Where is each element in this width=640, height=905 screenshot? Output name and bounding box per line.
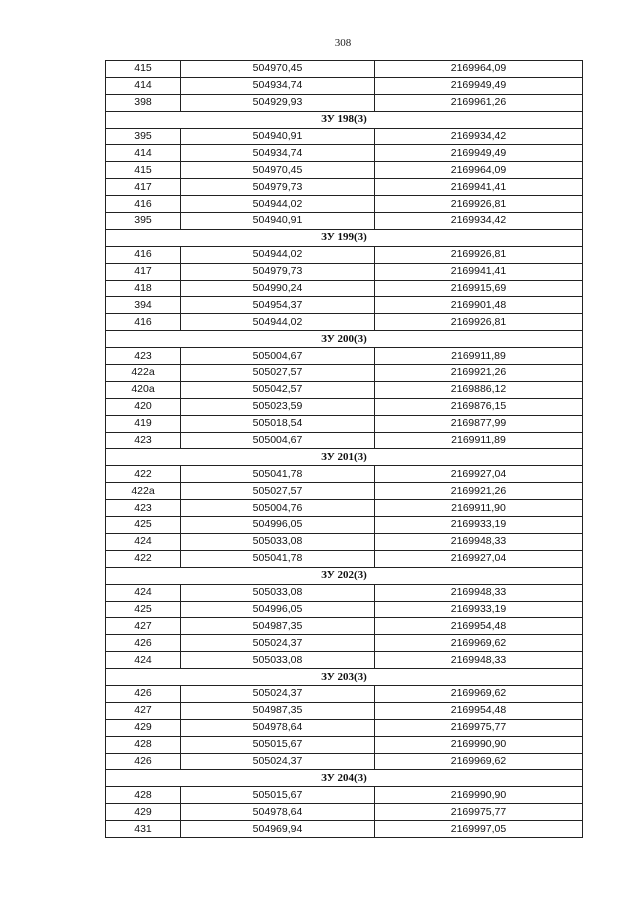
x-coordinate-cell: 504970,45 [181, 61, 375, 78]
x-coordinate-cell: 504978,64 [181, 804, 375, 821]
x-coordinate-cell: 504987,35 [181, 702, 375, 719]
table-row [106, 314, 583, 331]
table-row [106, 719, 583, 736]
table-row [106, 179, 583, 196]
y-coordinate-cell: 2169969,62 [375, 635, 583, 652]
y-coordinate-cell: 2169934,42 [375, 213, 583, 230]
x-coordinate-cell: 504940,91 [181, 128, 375, 145]
table-row [106, 145, 583, 162]
section-header-row [106, 111, 583, 128]
y-coordinate-cell: 2169911,89 [375, 348, 583, 365]
table-row [106, 213, 583, 230]
table-row [106, 162, 583, 179]
y-coordinate-cell: 2169921,26 [375, 365, 583, 382]
point-number-cell: 422а [106, 483, 181, 500]
y-coordinate-cell: 2169927,04 [375, 550, 583, 567]
y-coordinate-cell: 2169954,48 [375, 618, 583, 635]
y-coordinate-cell: 2169911,89 [375, 432, 583, 449]
point-number-cell: 416 [106, 246, 181, 263]
x-coordinate-cell: 504979,73 [181, 263, 375, 280]
point-number-cell: 424 [106, 584, 181, 601]
y-coordinate-cell: 2169941,41 [375, 179, 583, 196]
table-row [106, 94, 583, 111]
section-title: ЗУ 202(3) [106, 567, 583, 584]
y-coordinate-cell: 2169934,42 [375, 128, 583, 145]
point-number-cell: 422а [106, 365, 181, 382]
point-number-cell: 427 [106, 702, 181, 719]
table-row [106, 821, 583, 838]
point-number-cell: 426 [106, 753, 181, 770]
y-coordinate-cell: 2169975,77 [375, 804, 583, 821]
table-row [106, 517, 583, 534]
point-number-cell: 424 [106, 533, 181, 550]
point-number-cell: 428 [106, 787, 181, 804]
y-coordinate-cell: 2169926,81 [375, 246, 583, 263]
table-row [106, 685, 583, 702]
table-row [106, 533, 583, 550]
y-coordinate-cell: 2169886,12 [375, 381, 583, 398]
x-coordinate-cell: 504944,02 [181, 246, 375, 263]
x-coordinate-cell: 505027,57 [181, 365, 375, 382]
point-number-cell: 423 [106, 500, 181, 517]
x-coordinate-cell: 505018,54 [181, 415, 375, 432]
point-number-cell: 416 [106, 196, 181, 213]
y-coordinate-cell: 2169933,19 [375, 601, 583, 618]
x-coordinate-cell: 504990,24 [181, 280, 375, 297]
point-number-cell: 395 [106, 128, 181, 145]
table-row [106, 787, 583, 804]
y-coordinate-cell: 2169927,04 [375, 466, 583, 483]
point-number-cell: 416 [106, 314, 181, 331]
section-title: ЗУ 199(3) [106, 229, 583, 246]
point-number-cell: 426 [106, 685, 181, 702]
table-row [106, 753, 583, 770]
x-coordinate-cell: 504970,45 [181, 162, 375, 179]
table-row [106, 652, 583, 669]
point-number-cell: 429 [106, 719, 181, 736]
y-coordinate-cell: 2169954,48 [375, 702, 583, 719]
table-row [106, 348, 583, 365]
point-number-cell: 419 [106, 415, 181, 432]
x-coordinate-cell: 505004,76 [181, 500, 375, 517]
x-coordinate-cell: 504996,05 [181, 601, 375, 618]
x-coordinate-cell: 504934,74 [181, 145, 375, 162]
x-coordinate-cell: 504934,74 [181, 77, 375, 94]
coordinates-table-body [106, 61, 583, 838]
section-header-row [106, 229, 583, 246]
x-coordinate-cell: 504929,93 [181, 94, 375, 111]
x-coordinate-cell: 504996,05 [181, 517, 375, 534]
table-row [106, 635, 583, 652]
point-number-cell: 414 [106, 145, 181, 162]
section-header-row [106, 669, 583, 686]
y-coordinate-cell: 2169964,09 [375, 61, 583, 78]
x-coordinate-cell: 505033,08 [181, 533, 375, 550]
point-number-cell: 423 [106, 348, 181, 365]
table-row [106, 381, 583, 398]
y-coordinate-cell: 2169926,81 [375, 314, 583, 331]
y-coordinate-cell: 2169964,09 [375, 162, 583, 179]
x-coordinate-cell: 505004,67 [181, 348, 375, 365]
x-coordinate-cell: 505024,37 [181, 685, 375, 702]
y-coordinate-cell: 2169949,49 [375, 77, 583, 94]
y-coordinate-cell: 2169901,48 [375, 297, 583, 314]
coordinates-table [105, 60, 583, 838]
point-number-cell: 418 [106, 280, 181, 297]
point-number-cell: 425 [106, 517, 181, 534]
table-row [106, 61, 583, 78]
x-coordinate-cell: 504979,73 [181, 179, 375, 196]
table-row [106, 196, 583, 213]
x-coordinate-cell: 505015,67 [181, 736, 375, 753]
section-header-row [106, 449, 583, 466]
section-title: ЗУ 201(3) [106, 449, 583, 466]
point-number-cell: 415 [106, 162, 181, 179]
table-row [106, 466, 583, 483]
point-number-cell: 417 [106, 179, 181, 196]
y-coordinate-cell: 2169975,77 [375, 719, 583, 736]
point-number-cell: 422 [106, 466, 181, 483]
table-row [106, 297, 583, 314]
y-coordinate-cell: 2169948,33 [375, 652, 583, 669]
y-coordinate-cell: 2169949,49 [375, 145, 583, 162]
table-row [106, 618, 583, 635]
point-number-cell: 426 [106, 635, 181, 652]
y-coordinate-cell: 2169990,90 [375, 787, 583, 804]
y-coordinate-cell: 2169915,69 [375, 280, 583, 297]
point-number-cell: 420а [106, 381, 181, 398]
point-number-cell: 431 [106, 821, 181, 838]
x-coordinate-cell: 505027,57 [181, 483, 375, 500]
x-coordinate-cell: 505024,37 [181, 635, 375, 652]
x-coordinate-cell: 505033,08 [181, 652, 375, 669]
table-row [106, 804, 583, 821]
point-number-cell: 415 [106, 61, 181, 78]
x-coordinate-cell: 504978,64 [181, 719, 375, 736]
point-number-cell: 427 [106, 618, 181, 635]
y-coordinate-cell: 2169876,15 [375, 398, 583, 415]
x-coordinate-cell: 505024,37 [181, 753, 375, 770]
table-row [106, 702, 583, 719]
table-row [106, 483, 583, 500]
x-coordinate-cell: 504954,37 [181, 297, 375, 314]
x-coordinate-cell: 504944,02 [181, 314, 375, 331]
y-coordinate-cell: 2169926,81 [375, 196, 583, 213]
x-coordinate-cell: 505042,57 [181, 381, 375, 398]
y-coordinate-cell: 2169948,33 [375, 584, 583, 601]
table-row [106, 432, 583, 449]
table-row [106, 246, 583, 263]
section-header-row [106, 331, 583, 348]
x-coordinate-cell: 505041,78 [181, 550, 375, 567]
page-number: 308 [334, 37, 352, 49]
section-title: ЗУ 203(3) [106, 669, 583, 686]
point-number-cell: 395 [106, 213, 181, 230]
section-header-row [106, 770, 583, 787]
point-number-cell: 428 [106, 736, 181, 753]
section-title: ЗУ 204(3) [106, 770, 583, 787]
table-row [106, 365, 583, 382]
x-coordinate-cell: 505004,67 [181, 432, 375, 449]
y-coordinate-cell: 2169911,90 [375, 500, 583, 517]
x-coordinate-cell: 505033,08 [181, 584, 375, 601]
table-row [106, 500, 583, 517]
section-title: ЗУ 198(3) [106, 111, 583, 128]
section-title: ЗУ 200(3) [106, 331, 583, 348]
point-number-cell: 420 [106, 398, 181, 415]
table-row [106, 398, 583, 415]
point-number-cell: 424 [106, 652, 181, 669]
table-row [106, 77, 583, 94]
x-coordinate-cell: 504944,02 [181, 196, 375, 213]
y-coordinate-cell: 2169990,90 [375, 736, 583, 753]
x-coordinate-cell: 505041,78 [181, 466, 375, 483]
y-coordinate-cell: 2169877,99 [375, 415, 583, 432]
y-coordinate-cell: 2169921,26 [375, 483, 583, 500]
point-number-cell: 398 [106, 94, 181, 111]
table-row [106, 128, 583, 145]
y-coordinate-cell: 2169997,05 [375, 821, 583, 838]
y-coordinate-cell: 2169941,41 [375, 263, 583, 280]
table-row [106, 415, 583, 432]
point-number-cell: 394 [106, 297, 181, 314]
y-coordinate-cell: 2169961,26 [375, 94, 583, 111]
point-number-cell: 425 [106, 601, 181, 618]
y-coordinate-cell: 2169948,33 [375, 533, 583, 550]
section-header-row [106, 567, 583, 584]
x-coordinate-cell: 504987,35 [181, 618, 375, 635]
point-number-cell: 414 [106, 77, 181, 94]
table-row [106, 280, 583, 297]
point-number-cell: 429 [106, 804, 181, 821]
table-row [106, 736, 583, 753]
x-coordinate-cell: 504969,94 [181, 821, 375, 838]
table-row [106, 550, 583, 567]
table-row [106, 584, 583, 601]
point-number-cell: 417 [106, 263, 181, 280]
x-coordinate-cell: 505023,59 [181, 398, 375, 415]
point-number-cell: 422 [106, 550, 181, 567]
table-row [106, 601, 583, 618]
x-coordinate-cell: 505015,67 [181, 787, 375, 804]
y-coordinate-cell: 2169969,62 [375, 753, 583, 770]
point-number-cell: 423 [106, 432, 181, 449]
y-coordinate-cell: 2169933,19 [375, 517, 583, 534]
x-coordinate-cell: 504940,91 [181, 213, 375, 230]
y-coordinate-cell: 2169969,62 [375, 685, 583, 702]
table-row [106, 263, 583, 280]
